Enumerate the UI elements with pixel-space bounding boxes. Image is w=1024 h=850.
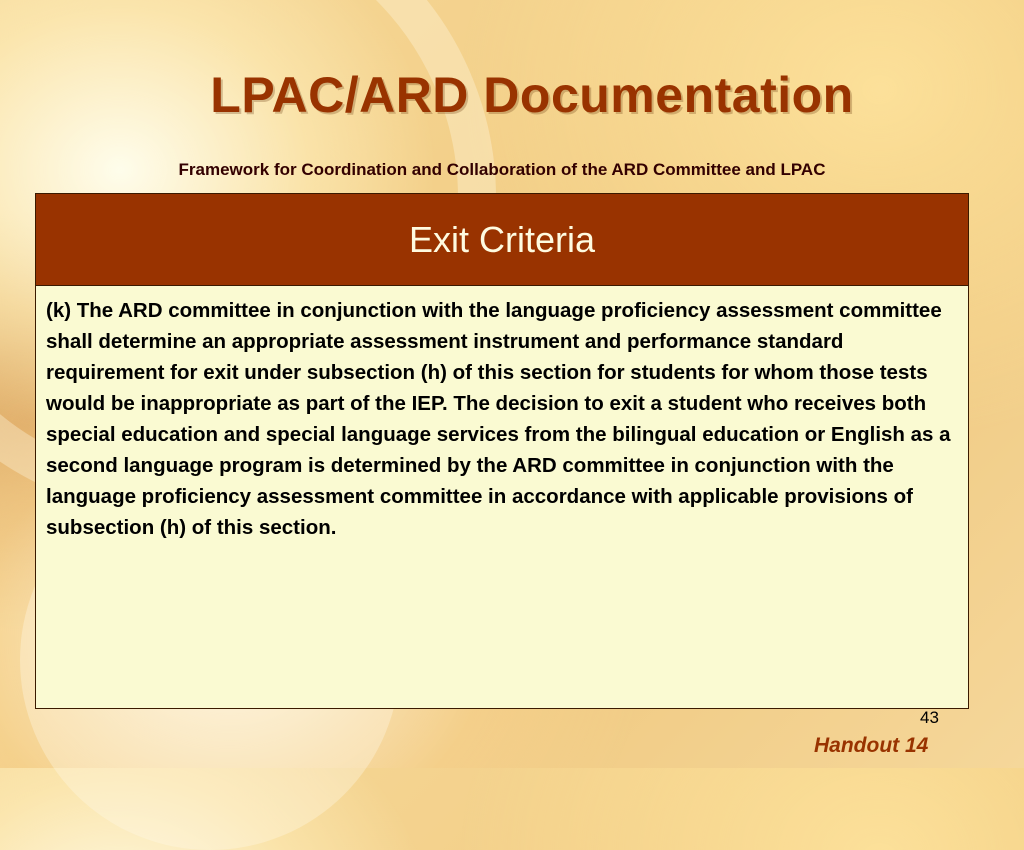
handout-label: Handout 14 xyxy=(814,734,929,757)
exit-criteria-panel xyxy=(35,193,969,709)
panel-header: Exit Criteria xyxy=(36,194,968,286)
slide-title: LPAC/ARD Documentation xyxy=(210,67,854,123)
slide-subtitle: Framework for Coordination and Collaboration of the ARD Committee and LPAC xyxy=(178,160,826,179)
panel-body-text: (k) The ARD committee in conjunction with the language proficiency assessment committee shall determine an appropriate assessment instrument and performance standard requirement for exit under subsection (h) of this section for students for whom those tests would be inappropriate as part of the IEP. The decision to exit a student who receives both special education and special language services from the bilingual education or English as a second language program is determined by the ARD committee in conjunction with the language proficiency assessment committee in accordance with applicable provisions of subsection (h) of this section. xyxy=(46,299,951,539)
slide-number: 43 xyxy=(920,708,939,727)
